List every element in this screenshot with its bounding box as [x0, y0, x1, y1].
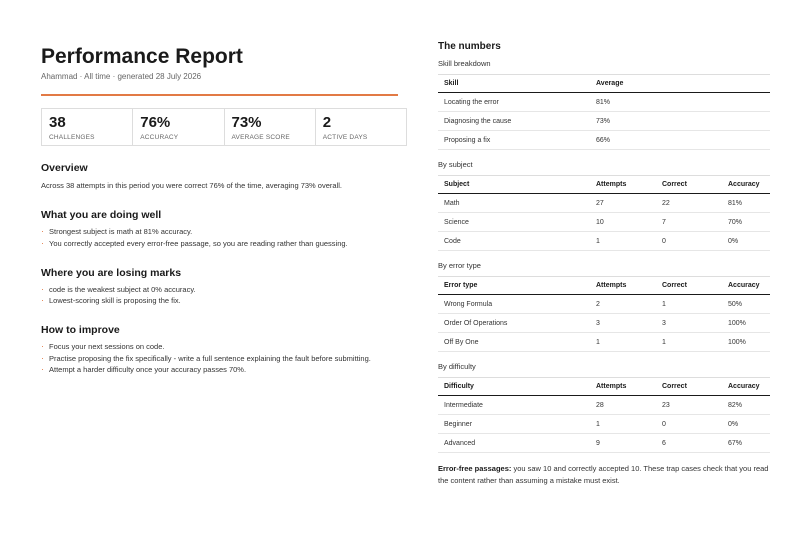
table-cell: 0%	[722, 415, 770, 434]
improve-heading: How to improve	[41, 324, 120, 336]
table-row	[438, 333, 770, 352]
stat-value: 38	[49, 114, 66, 131]
column-header: Error type	[438, 277, 590, 295]
skill-table	[438, 74, 770, 150]
overview-heading: Overview	[41, 162, 88, 174]
stat-value: 2	[322, 114, 332, 131]
table-cell: 10	[590, 213, 656, 232]
note-text: you saw 10 and correctly accepted 10. These trap cases check that you read the content rather than assuming a mistake must exist.	[438, 464, 769, 485]
column-header: Accuracy	[722, 378, 770, 396]
losing-marks-list	[41, 285, 407, 307]
table-cell: 81%	[590, 93, 770, 112]
column-header: Correct	[656, 378, 722, 396]
table-cell: 2	[590, 295, 656, 314]
table-cell: Beginner	[438, 415, 590, 434]
doing-well-list	[41, 227, 407, 249]
improve-list	[41, 342, 407, 375]
column-header: Correct	[656, 176, 722, 194]
table-cell: Wrong Formula	[438, 295, 590, 314]
list-item: · Focus your next sessions on code.	[41, 342, 407, 352]
report-subtitle: Ahammad · All time · generated 28 July 2026	[41, 72, 202, 81]
stat-label: AVERAGE SCORE	[231, 134, 290, 141]
list-item: · Strongest subject is math at 81% accuracy.	[41, 227, 407, 237]
table-cell: 0	[656, 232, 722, 251]
list-item: · You correctly accepted every error-free passage, so you are reading rather than guessing.	[41, 239, 407, 249]
table-cell: Intermediate	[438, 396, 590, 415]
table-row	[438, 213, 770, 232]
table-cell: 100%	[722, 333, 770, 352]
stat-value: 76%	[140, 114, 171, 131]
stat-accuracy	[133, 109, 224, 145]
table-cell: Advanced	[438, 434, 590, 453]
table-row	[438, 314, 770, 333]
stats-summary	[41, 108, 407, 146]
stat-active-days	[316, 109, 406, 145]
stat-label: CHALLENGES	[49, 134, 95, 141]
numbers-heading: The numbers	[438, 41, 501, 52]
stat-value: 73%	[231, 114, 262, 131]
overview-text: Across 38 attempts in this period you were correct 76% of the time, averaging 73% overall.	[41, 181, 342, 190]
note-label: Error-free passages:	[438, 464, 512, 473]
table-cell: Locating the error	[438, 93, 590, 112]
table-cell: 6	[656, 434, 722, 453]
table-cell: 9	[590, 434, 656, 453]
table-cell: 81%	[722, 194, 770, 213]
table-cell: 22	[656, 194, 722, 213]
table-cell: Order Of Operations	[438, 314, 590, 333]
table-cell: 1	[656, 295, 722, 314]
table-cell: 27	[590, 194, 656, 213]
table-cell: 1	[590, 232, 656, 251]
table-row	[438, 415, 770, 434]
difficulty-table	[438, 377, 770, 453]
error-type-table	[438, 276, 770, 352]
stat-challenges	[42, 109, 133, 145]
list-item: · Lowest-scoring skill is proposing the fix.	[41, 296, 407, 306]
list-item: · Attempt a harder difficulty once your accuracy passes 70%.	[41, 365, 407, 375]
table-cell: 67%	[722, 434, 770, 453]
table-row	[438, 396, 770, 415]
column-header: Attempts	[590, 378, 656, 396]
table-row	[438, 112, 770, 131]
doing-well-heading: What you are doing well	[41, 209, 162, 221]
table-cell: 100%	[722, 314, 770, 333]
column-header: Accuracy	[722, 277, 770, 295]
column-header: Difficulty	[438, 378, 590, 396]
column-header: Attempts	[590, 176, 656, 194]
list-item: · code is the weakest subject at 0% accuracy.	[41, 285, 407, 295]
table-row	[438, 194, 770, 213]
column-header: Correct	[656, 277, 722, 295]
table-cell: 7	[656, 213, 722, 232]
column-header: Attempts	[590, 277, 656, 295]
table-cell: 1	[590, 333, 656, 352]
report-title: Performance Report	[41, 45, 243, 68]
title-divider	[41, 94, 398, 96]
stat-label: ACTIVE DAYS	[322, 134, 368, 141]
column-header: Subject	[438, 176, 590, 194]
table-cell: 73%	[590, 112, 770, 131]
table-cell: Diagnosing the cause	[438, 112, 590, 131]
table-cell: 3	[590, 314, 656, 333]
subject-table	[438, 175, 770, 251]
subject-table-label: By subject	[438, 160, 473, 169]
table-cell: 0%	[722, 232, 770, 251]
table-row	[438, 434, 770, 453]
table-cell: Proposing a fix	[438, 131, 590, 150]
stat-label: ACCURACY	[140, 134, 179, 141]
table-cell: Science	[438, 213, 590, 232]
table-cell: 50%	[722, 295, 770, 314]
stat-average-score	[225, 109, 316, 145]
column-header: Average	[590, 75, 770, 93]
difficulty-table-label: By difficulty	[438, 362, 476, 371]
table-cell: 1	[590, 415, 656, 434]
losing-marks-heading: Where you are losing marks	[41, 266, 182, 279]
table-cell: 0	[656, 415, 722, 434]
list-item: · Practise proposing the fix specifically - write a full sentence explaining the fault before submitting.	[41, 354, 407, 364]
error-type-table-label: By error type	[438, 261, 481, 270]
report-left-column	[41, 44, 407, 377]
table-cell: 66%	[590, 131, 770, 150]
error-free-note	[438, 463, 770, 487]
table-row	[438, 295, 770, 314]
table-cell: 82%	[722, 396, 770, 415]
table-cell: 70%	[722, 213, 770, 232]
table-cell: Math	[438, 194, 590, 213]
table-cell: Off By One	[438, 333, 590, 352]
numbers-column	[438, 40, 770, 487]
skill-table-label: Skill breakdown	[438, 59, 491, 68]
table-row	[438, 93, 770, 112]
table-cell: 28	[590, 396, 656, 415]
column-header: Accuracy	[722, 176, 770, 194]
table-cell: 23	[656, 396, 722, 415]
table-row	[438, 232, 770, 251]
table-cell: 3	[656, 314, 722, 333]
table-row	[438, 131, 770, 150]
table-cell: Code	[438, 232, 590, 251]
column-header: Skill	[438, 75, 590, 93]
table-cell: 1	[656, 333, 722, 352]
